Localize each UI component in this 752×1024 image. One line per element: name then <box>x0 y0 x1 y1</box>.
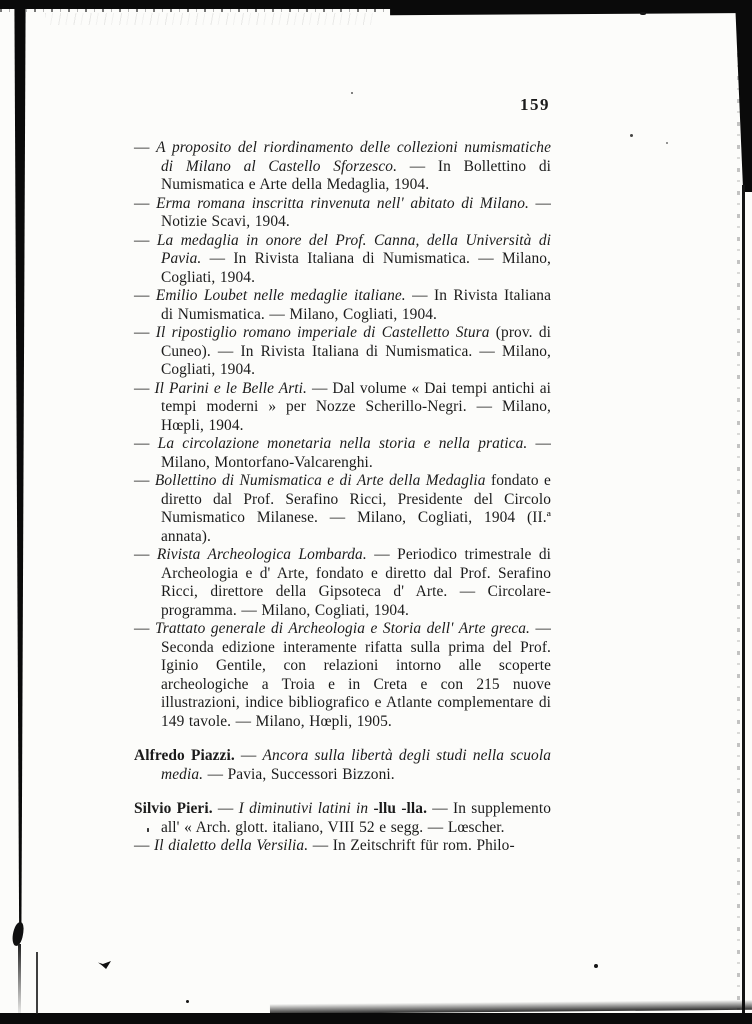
bibliography-entry <box>134 435 551 472</box>
text-segment-plain: — <box>134 139 157 156</box>
bibliography-entry <box>134 472 551 546</box>
text-segment-italic: Emilio Loubet nelle medaglie italiane. <box>155 287 406 304</box>
text-segment-plain: — <box>134 620 155 637</box>
text-segment-plain: — Seconda edizione interamente rifatta sulla prima del Prof. Iginio Gentile, con relazioni intorno alle scoperte archeologiche a Troia e in Creta e con 215 nuove illustrazioni, indice bibliografico e Atlante complementare di 149 tavole. — Milano, Hœpli, 1905. <box>161 620 551 730</box>
scan-speck <box>351 92 353 94</box>
text-segment-bold: Alfredo Piazzi. <box>134 747 235 764</box>
text-segment-plain: — <box>134 435 158 452</box>
bibliography-entry <box>134 232 551 288</box>
scan-edge-top-right <box>390 0 752 15</box>
text-segment-plain: — Notizie Scavi, 1904. <box>161 194 552 230</box>
scan-speck <box>666 142 668 144</box>
scan-speck <box>98 961 111 969</box>
bibliography-entry <box>134 546 551 620</box>
scan-speck <box>186 1000 189 1003</box>
text-segment-bold: -llu -lla. <box>373 800 428 817</box>
scan-smudge <box>45 13 375 25</box>
bibliography-entry <box>134 380 551 436</box>
bibliography-entry <box>134 324 551 380</box>
text-segment-plain: — <box>134 324 156 341</box>
page-number: 159 <box>520 95 550 114</box>
text-segment-plain: — <box>134 379 155 397</box>
text-segment-plain: — <box>134 231 157 249</box>
scan-edge-bottom-fade <box>270 1000 752 1014</box>
text-segment-plain: — In supplemento all' « Arch. glott. italiano, VIII 52 e segg. — Lœscher. <box>161 800 551 836</box>
scan-speck <box>640 12 646 15</box>
scan-edge-left-tail <box>18 944 21 1014</box>
scan-edge-left <box>13 5 27 933</box>
text-segment-italic: Il ripostiglio romano imperiale di Castelletto Stura <box>155 324 490 341</box>
text-segment-plain: — <box>134 837 155 854</box>
scan-edge-bottom-left-tick <box>36 952 38 1014</box>
text-segment-plain: — In Rivista Italiana di Numismatica. — Milano, Cogliati, 1904. <box>161 287 552 323</box>
scan-edge-right <box>742 185 745 1024</box>
text-segment-plain: — Milano, Montorfano-Valcarenghi. <box>161 435 551 471</box>
scan-edge-right-noise <box>737 30 740 1010</box>
bibliography-entry <box>134 837 551 856</box>
scan-speck <box>630 134 633 137</box>
text-segment-italic: A proposito del riordinamento delle collezioni numismatiche di Milano al Castello Sforzesco. <box>156 139 551 175</box>
text-segment-plain: (prov. di Cuneo). — In Rivista Italiana di Numismatica. — Milano, Cogliati, 1904. <box>161 324 551 378</box>
bibliography-list <box>134 139 551 856</box>
text-segment-plain: — <box>134 194 157 212</box>
scan-edge-bottom <box>0 1013 752 1024</box>
bibliography-entry <box>134 139 551 195</box>
text-segment-bold: Silvio Pieri. <box>134 800 213 817</box>
text-segment-italic: Rivista Archeologica Lombarda. <box>156 546 367 563</box>
text-segment-plain: — In Bollettino di Numismatica e Arte della Medaglia, 1904. <box>161 157 551 193</box>
text-segment-plain: — <box>134 472 155 489</box>
bibliography-entry <box>134 620 551 731</box>
scan-speck <box>594 964 598 968</box>
text-segment-italic: Il Parini e le Belle Arti. <box>154 379 308 397</box>
text-segment-italic: Ancora sulla libertà degli studi nella scuola media. <box>161 747 551 783</box>
text-segment-italic: La medaglia in onore del Prof. Canna, della Università di Pavia. <box>156 231 551 267</box>
text-segment-plain: — Pavia, Successori Bizzoni. <box>203 765 395 783</box>
text-segment-plain: — <box>234 747 263 764</box>
text-segment-italic: Erma romana inscritta rinvenuta nell' abitato di Milano. <box>156 194 529 212</box>
text-segment-plain: — <box>134 546 157 563</box>
text-segment-italic: La circolazione monetaria nella storia e nella pratica. <box>157 435 528 452</box>
text-segment-italic: Il dialetto della Versilia. <box>154 837 309 854</box>
text-segment-plain: fondato e diretto dal Prof. Serafino Ricci, Presidente del Circolo Numismatico Milanese. — Milano, Cogliati, 1904 (II.ª annata). <box>161 472 551 545</box>
text-segment-italic: Trattato generale di Archeologia e Storia dell' Arte greca. <box>154 620 531 637</box>
text-segment-plain: — Dal volume « Dai tempi antichi ai tempi moderni » per Nozze Scherillo-Negri. — Milano, Hœpli, 1904. <box>161 379 552 434</box>
scan-edge-left-blob <box>11 921 25 946</box>
text-segment-plain: — In Rivista Italiana di Numismatica. — Milano, Cogliati, 1904. <box>161 250 551 286</box>
bibliography-entry <box>134 747 551 784</box>
text-segment-plain: — <box>212 800 239 817</box>
bibliography-entry <box>134 287 551 324</box>
bibliography-entry <box>134 800 551 837</box>
text-segment-plain: — Periodico trimestrale di Archeologia e d' Arte, fondato e diretto dal Prof. Serafino Ricci, direttore della Gipsoteca d' Arte. — Circolare-programma. — Milano, Cogliati, 1904. <box>161 546 551 619</box>
text-segment-italic: I diminutivi latini in <box>238 800 374 817</box>
text-segment-plain: — In Zeitschrift für rom. Philo- <box>308 837 515 854</box>
text-segment-plain: — <box>134 287 156 304</box>
bibliography-entry <box>134 195 551 232</box>
text-segment-italic: Bollettino di Numismatica e di Arte della Medaglia <box>154 472 486 489</box>
